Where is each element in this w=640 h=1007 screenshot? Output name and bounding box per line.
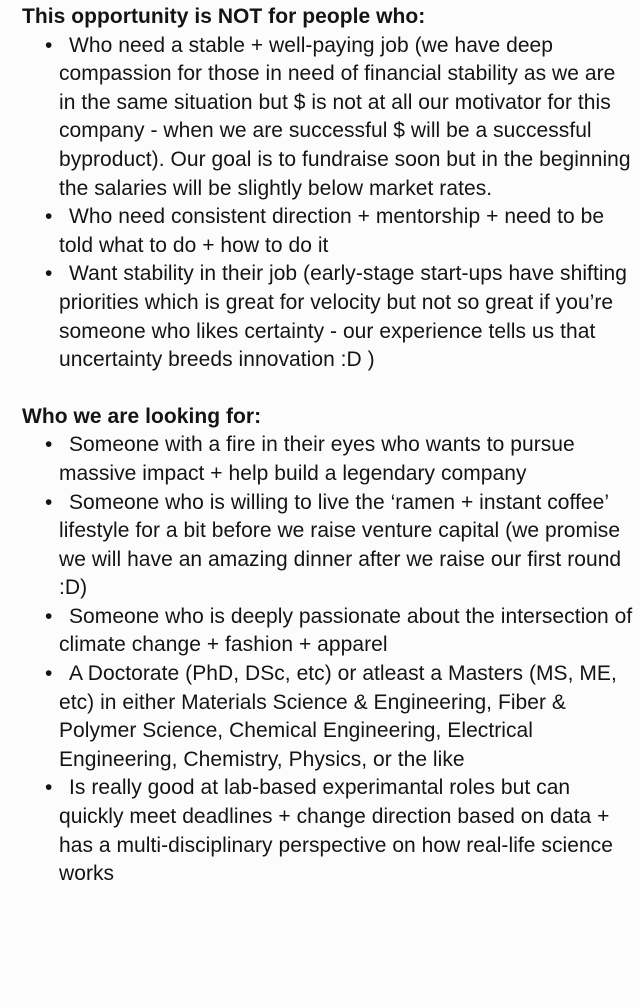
list-item — [45, 32, 634, 204]
list-item — [45, 431, 634, 488]
list-item-text: Someone who is willing to live the ‘ramen + instant coffee’ lifestyle for a bit before we raise venture capital (we promise we will have an amazing dinner after we raise our first round :D) — [59, 490, 622, 600]
looking-for-list — [0, 431, 640, 889]
section-heading-looking-for: Who we are looking for: — [22, 404, 262, 428]
list-item — [45, 774, 634, 888]
list-item-text: Who need consistent direction + mentorship + need to be told what to do + how to do it — [59, 205, 605, 257]
bullet-icon: • — [45, 776, 53, 800]
list-item — [45, 260, 634, 374]
bullet-icon: • — [45, 662, 53, 686]
list-item-text: Want stability in their job (early-stage start-ups have shifting priorities which is great for velocity but not so great if you’re someone who likes certainty - our experience tells us that uncertainty breeds innovation :D ) — [59, 262, 627, 372]
list-item-text: Is really good at lab-based experimantal roles but can quickly meet deadlines + change direction based on data + has a multi-disciplinary perspective on how real-life science works — [59, 776, 613, 886]
list-item — [45, 203, 634, 260]
list-item-text: Who need a stable + well-paying job (we have deep compassion for those in need of financial stability as we are in the same situation but $ is not at all our motivator for this company - when we are successful $ will be a successful byproduct). Our goal is to fundraise soon but in the beginning the salaries will be slightly below market rates. — [59, 33, 631, 200]
list-item — [45, 489, 634, 603]
bullet-icon: • — [45, 205, 53, 229]
list-item — [45, 603, 634, 660]
bullet-icon: • — [45, 604, 53, 628]
bullet-icon: • — [45, 33, 53, 57]
bullet-icon: • — [45, 262, 53, 286]
list-item-text: Someone who is deeply passionate about the intersection of climate change + fashion + apparel — [59, 604, 633, 657]
bullet-icon: • — [45, 433, 53, 457]
not-for-list — [0, 32, 640, 375]
list-item-text: Someone with a fire in their eyes who wants to pursue massive impact + help build a legendary company — [59, 433, 575, 485]
list-item — [45, 660, 634, 774]
bullet-icon: • — [45, 490, 53, 514]
list-item-text: A Doctorate (PhD, DSc, etc) or atleast a Masters (MS, ME, etc) in either Materials Science & Engineering, Fiber & Polymer Science, Chemical Engineering, Electrical Engineering, Chemistry, Physics, or the like — [59, 662, 617, 771]
section-heading-not-for: This opportunity is NOT for people who: — [22, 5, 426, 28]
section-spacer — [0, 375, 640, 403]
